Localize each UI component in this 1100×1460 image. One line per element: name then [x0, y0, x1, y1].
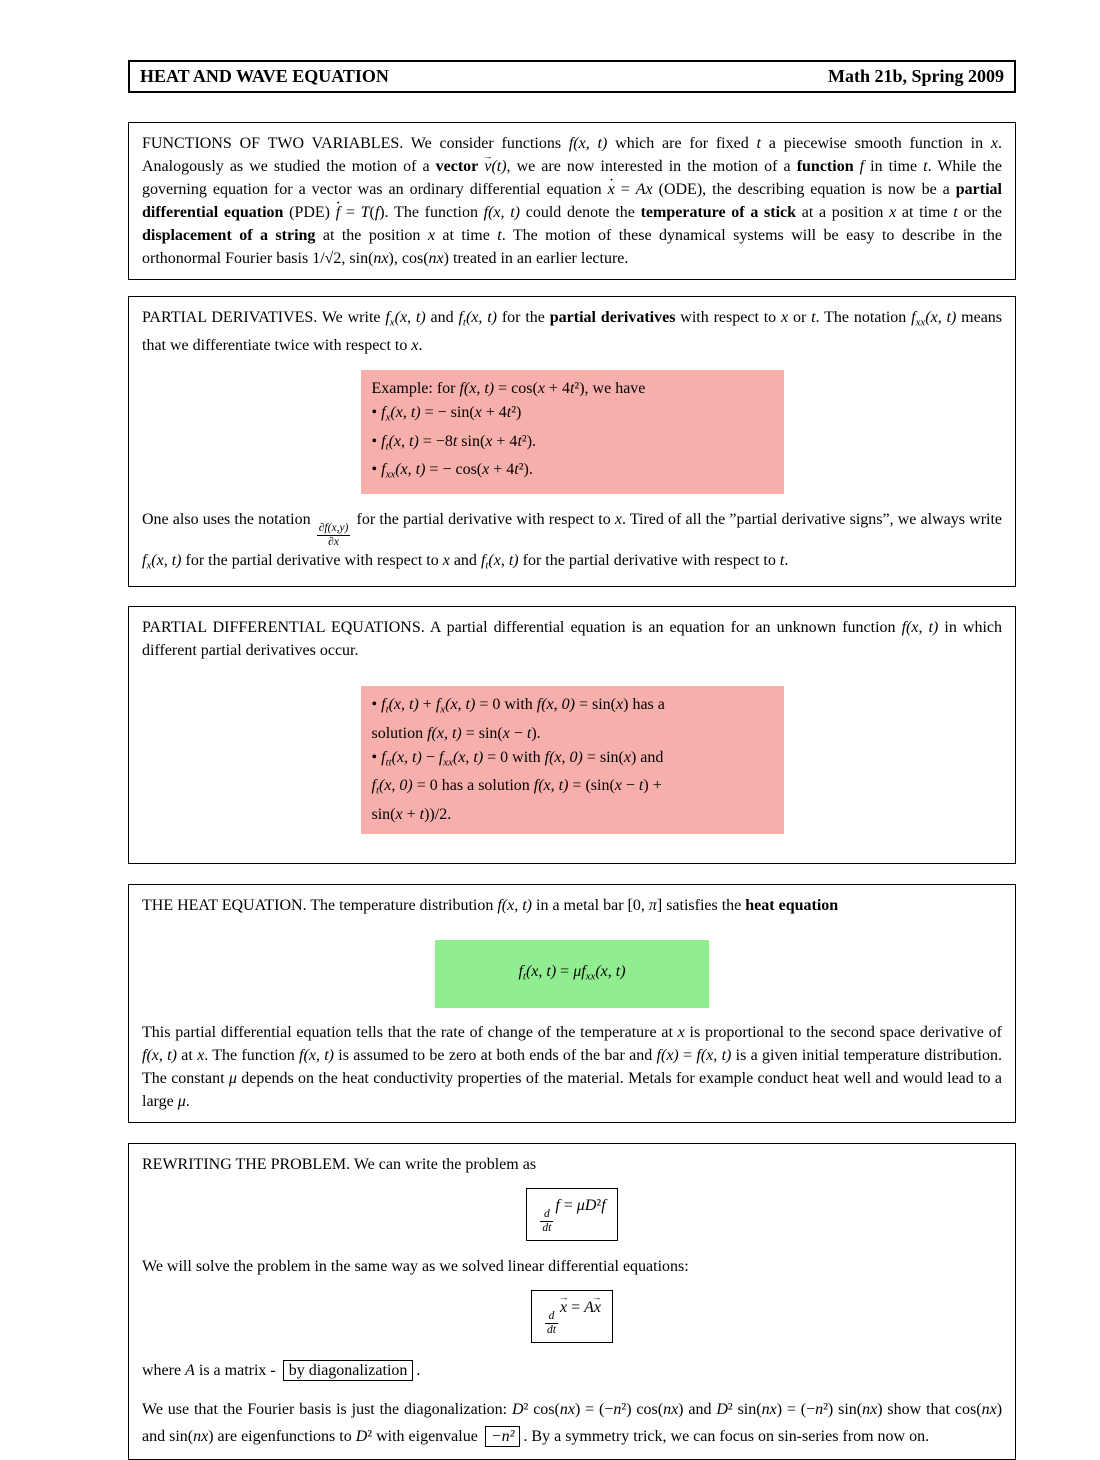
notation-paragraph: One also uses the notation $\frac{\partial f(x,y)}{\partial x}$ for the partial derivative with respect to x. Tired of all the ”partial derivative signs”, we always write $f_x(x$, t) for the partial derivative with respect to x and $f_t(x$, t) for the partial derivative with respect to t. [142, 510, 1003, 572]
boxed-formula-ddt-f: $\frac{d}{dt}$ f = μD²f [526, 1188, 617, 1241]
page-title: HEAT AND WAVE EQUATION [140, 66, 389, 86]
matrix-paragraph: where A is a matrix - by diagonalization . [142, 1361, 421, 1379]
formula-row [142, 1290, 1002, 1343]
example-highlight-pink [361, 370, 784, 493]
section-partial-derivatives [128, 296, 1016, 587]
course-label: Math 21b, Spring 2009 [827, 66, 1004, 86]
example-line: • $f_t(x$, t) = −8t sin(x + 4t²). [371, 432, 537, 453]
example-line: solution f(x, t) = sin(x − t). [371, 724, 541, 742]
example-line: • $f_t(x$, $t) + f_x(x$, t) = 0 with f(x, 0) = sin(x) has a [371, 696, 665, 716]
rewriting-intro-paragraph: REWRITING THE PROBLEM. We can write the problem as [142, 1156, 537, 1174]
heat-equation-paragraph: THE HEAT EQUATION. The temperature distribution f(x, t) in a metal bar [0, π] satisfies the heat equation [142, 896, 839, 914]
document-page [128, 0, 1016, 1460]
section-functions-of-two-variables [128, 122, 1016, 280]
example-line: Example: for f(x, t) = cos(x + 4t²), we have [371, 380, 646, 398]
example-line: sin(x + t))/2. [371, 805, 452, 823]
example-highlight-pink [361, 686, 784, 833]
functions-paragraph: FUNCTIONS OF TWO VARIABLES. We consider functions f(x, t) which are for fixed t a piecewise smooth function in x. Analogously as we studied the motion of a vector v →(t), we are now interested in the motion of a function f in time t. While the governing equation for a vector was an ordinary differential equation x · = Ax (ODE), the describing equation is now be a partial differential equation (PDE) f · = T(f). The function f(x, t) could denote the temperature of a stick at a position x at time t or the displacement of a string at the position x at time t. The motion of these dynamical systems will be easy to describe in the orthonormal Fourier basis 1/√2, sin(nx), cos(nx) treated in an earlier lecture. [142, 132, 1002, 270]
solve-paragraph: We will solve the problem in the same way as we solved linear differential equations: [142, 1258, 689, 1276]
example-line: • $f_x(x$, t) = − sin(x + 4t²) [371, 404, 522, 424]
section-rewriting-the-problem [128, 1143, 1016, 1460]
example-line: • $f_{xx}(x$, t) = − cos(x + 4t²). [371, 461, 533, 481]
pde-paragraph: PARTIAL DIFFERENTIAL EQUATIONS. A partial differential equation is an equation for an unknown function f(x, t) in which different partial derivatives occur. [142, 619, 1002, 660]
example-line: • $f_{tt}(x$, $t) - f_{xx}(x$, t) = 0 with f(x, 0) = sin(x) and [371, 748, 664, 769]
section-heat-equation [128, 884, 1016, 1123]
section-partial-differential-equations [128, 606, 1016, 863]
partial-derivatives-paragraph: PARTIAL DERIVATIVES. We write $f_x(x$, t) and $f_t(x$, t) for the partial derivatives with respect to x or t. The notation $f_{xx}(x$, t) means that we differentiate twice with respect to x. [142, 309, 1003, 355]
boxed-formula-ddt-x: $\frac{d}{dt}$ x → = Ax → [531, 1290, 613, 1343]
fourier-basis-paragraph: We use that the Fourier basis is just the diagonalization: D² cos(nx) = (−n²) cos(nx) and D² sin(nx) = (−n²) sin(nx) show that cos(nx) and sin(nx) are eigenfunctions to D² with eigenvalue −n² . By a symmetry trick, we can focus on sin-series from now on. [142, 1400, 1003, 1445]
heat-equation-explanation-paragraph: This partial differential equation tells that the rate of change of the temperature at x is proportional to the second space derivative of f(x, t) at x. The function f(x, t) is assumed to be zero at both ends of the bar and f(x) = f(x, t) is a given initial temperature distribution. The constant μ depends on the heat conductivity properties of the material. Metals for example conduct heat well and would lead to a large μ. [142, 1024, 1002, 1111]
example-line: $f_t(x$, 0) = 0 has a solution f(x, t) = (sin(x − t) + [371, 777, 662, 797]
heat-equation-highlight-green [435, 940, 709, 1008]
formula-row [142, 1188, 1002, 1241]
document-header [128, 60, 1016, 93]
heat-equation-formula: $f_t(x$, $t) = \mu f_{xx}(x$, t) [518, 962, 626, 983]
